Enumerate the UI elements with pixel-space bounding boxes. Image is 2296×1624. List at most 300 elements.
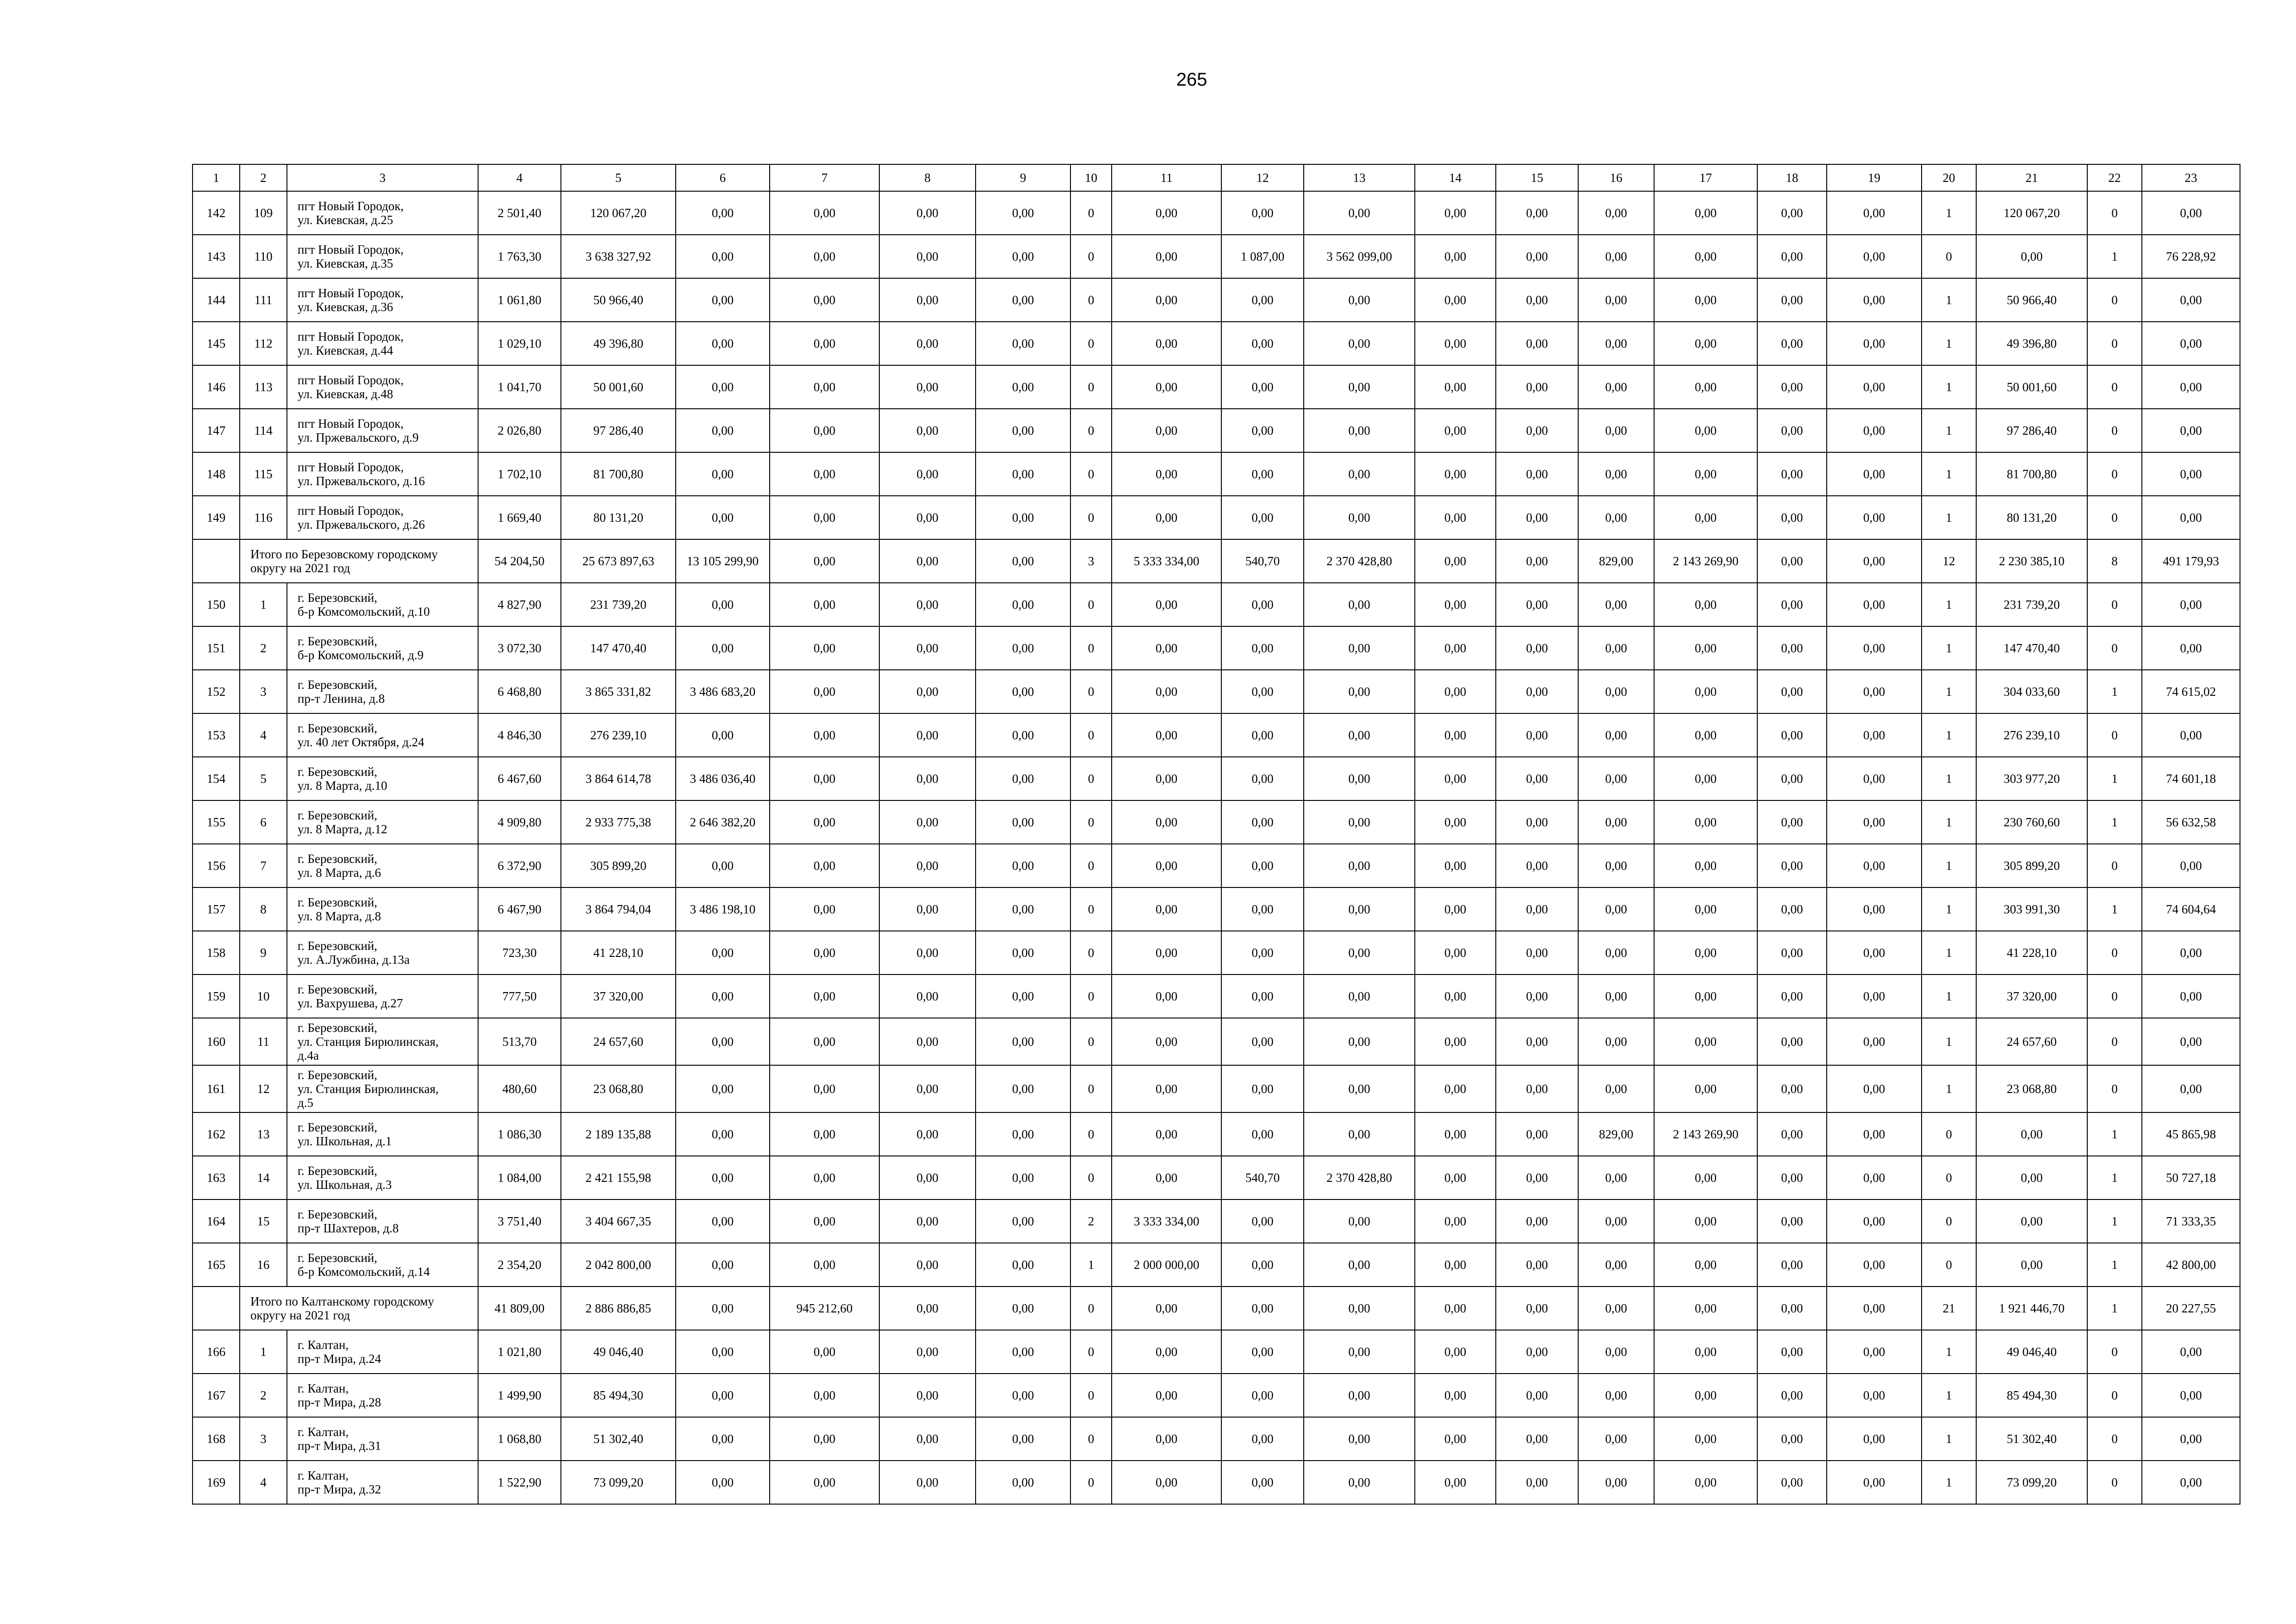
subtotal-label-line: Итого по Березовскому городскому	[250, 547, 438, 561]
address-line: г. Березовский,	[298, 634, 378, 648]
value-cell: 0,00	[1578, 1461, 1654, 1504]
value-cell: 0,00	[2142, 713, 2240, 757]
value-cell: 1	[2087, 1112, 2142, 1156]
row-number-cell: 144	[193, 278, 240, 322]
value-cell: 0,00	[770, 626, 879, 670]
address-cell	[287, 1417, 478, 1461]
value-cell: 0,00	[676, 322, 770, 365]
address-line: г. Березовский,	[298, 982, 378, 996]
value-cell: 0,00	[1112, 974, 1221, 1018]
value-cell: 0,00	[1112, 800, 1221, 844]
value-cell: 3 072,30	[478, 626, 561, 670]
value-cell: 0,00	[676, 365, 770, 409]
value-cell: 97 286,40	[1976, 409, 2087, 452]
value-cell: 6 468,80	[478, 670, 561, 713]
value-cell: 231 739,20	[1976, 583, 2087, 626]
value-cell: 0	[2087, 322, 2142, 365]
value-cell: 0,00	[1496, 322, 1578, 365]
value-cell: 0,00	[1415, 322, 1496, 365]
value-cell: 0,00	[1976, 1112, 2087, 1156]
row-number-cell: 162	[193, 1112, 240, 1156]
value-cell: 0,00	[1496, 409, 1578, 452]
value-cell: 230 760,60	[1976, 800, 2087, 844]
value-cell: 0,00	[770, 844, 879, 887]
value-cell: 1	[2087, 887, 2142, 931]
value-cell: 0,00	[770, 1199, 879, 1243]
table-row	[193, 887, 2240, 931]
value-cell: 74 601,18	[2142, 757, 2240, 800]
value-cell: 3 486 036,40	[676, 757, 770, 800]
value-cell: 0,00	[976, 670, 1070, 713]
value-cell: 0,00	[1112, 583, 1221, 626]
value-cell: 0,00	[976, 1417, 1070, 1461]
value-cell: 0,00	[770, 322, 879, 365]
value-cell: 0,00	[1654, 235, 1757, 278]
value-cell: 0,00	[1578, 1417, 1654, 1461]
value-cell: 0,00	[1496, 626, 1578, 670]
value-cell: 303 991,30	[1976, 887, 2087, 931]
value-cell: 49 396,80	[561, 322, 676, 365]
value-cell: 0	[2087, 1461, 2142, 1504]
value-cell: 0,00	[1415, 757, 1496, 800]
value-cell: 0,00	[1221, 974, 1304, 1018]
address-line: ул. А.Лужбина, д.13а	[298, 953, 410, 967]
value-cell: 0,00	[1415, 1243, 1496, 1287]
value-cell: 0,00	[1415, 409, 1496, 452]
column-header: 14	[1415, 164, 1496, 191]
value-cell: 0,00	[770, 1112, 879, 1156]
row-index-cell: 12	[240, 1065, 287, 1112]
value-cell: 0,00	[1578, 583, 1654, 626]
table-row	[193, 844, 2240, 887]
value-cell: 0,00	[1757, 583, 1827, 626]
value-cell: 0,00	[770, 583, 879, 626]
value-cell: 1 041,70	[478, 365, 561, 409]
value-cell: 0,00	[1496, 670, 1578, 713]
value-cell: 0	[1922, 1243, 1976, 1287]
row-index-cell: 113	[240, 365, 287, 409]
address-line: ул. Станция Бирюлинская,	[298, 1082, 439, 1096]
value-cell: 0,00	[1578, 670, 1654, 713]
table-row	[193, 1330, 2240, 1374]
row-index-cell: 114	[240, 409, 287, 452]
row-index-cell: 112	[240, 322, 287, 365]
value-cell: 0,00	[1654, 1287, 1757, 1330]
value-cell: 0,00	[879, 539, 976, 583]
address-line: ул. Станция Бирюлинская,	[298, 1035, 439, 1049]
value-cell: 0,00	[1304, 452, 1415, 496]
value-cell: 0,00	[1112, 496, 1221, 539]
value-cell: 0,00	[1496, 452, 1578, 496]
address-line: г. Березовский,	[298, 1021, 378, 1035]
value-cell: 0,00	[2142, 452, 2240, 496]
value-cell: 0,00	[1757, 539, 1827, 583]
value-cell: 0,00	[976, 1330, 1070, 1374]
value-cell: 0,00	[1654, 1374, 1757, 1417]
value-cell: 0,00	[676, 844, 770, 887]
value-cell: 21	[1922, 1287, 1976, 1330]
address-cell	[287, 1330, 478, 1374]
value-cell: 0,00	[1654, 1243, 1757, 1287]
value-cell: 0,00	[1654, 365, 1757, 409]
value-cell: 0,00	[1976, 1199, 2087, 1243]
value-cell: 0,00	[1112, 191, 1221, 235]
value-cell: 491 179,93	[2142, 539, 2240, 583]
value-cell: 0,00	[976, 191, 1070, 235]
value-cell: 0,00	[1415, 496, 1496, 539]
address-cell	[287, 496, 478, 539]
value-cell: 0,00	[1654, 1156, 1757, 1199]
value-cell: 0,00	[1221, 1374, 1304, 1417]
value-cell: 0,00	[1654, 800, 1757, 844]
value-cell: 0	[2087, 278, 2142, 322]
address-cell	[287, 757, 478, 800]
value-cell: 12	[1922, 539, 1976, 583]
value-cell: 0,00	[1112, 1461, 1221, 1504]
value-cell: 0,00	[1757, 1330, 1827, 1374]
value-cell: 0,00	[1304, 1018, 1415, 1065]
value-cell: 0,00	[879, 887, 976, 931]
value-cell: 0	[1070, 1417, 1112, 1461]
address-line: ул. 8 Марта, д.10	[298, 779, 387, 793]
value-cell: 1	[1922, 1330, 1976, 1374]
address-line: б-р Комсомольский, д.10	[298, 605, 430, 618]
value-cell: 2 370 428,80	[1304, 539, 1415, 583]
value-cell: 0,00	[770, 1374, 879, 1417]
row-number-cell: 159	[193, 974, 240, 1018]
row-number-cell: 155	[193, 800, 240, 844]
value-cell: 0,00	[976, 365, 1070, 409]
address-cell	[287, 1199, 478, 1243]
value-cell: 0,00	[676, 1287, 770, 1330]
value-cell: 1	[1922, 365, 1976, 409]
subtotal-label-line: Итого по Калтанскому городскому	[250, 1294, 434, 1308]
value-cell: 0,00	[1221, 1065, 1304, 1112]
value-cell: 0,00	[1757, 757, 1827, 800]
value-cell: 1 086,30	[478, 1112, 561, 1156]
value-cell: 0	[2087, 626, 2142, 670]
table-row	[193, 757, 2240, 800]
address-line: г. Березовский,	[298, 721, 378, 735]
value-cell: 480,60	[478, 1065, 561, 1112]
table-row	[193, 974, 2240, 1018]
value-cell: 0,00	[976, 1018, 1070, 1065]
address-cell	[287, 887, 478, 931]
value-cell: 0,00	[770, 670, 879, 713]
row-index-cell: 3	[240, 1417, 287, 1461]
address-line: пр-т Мира, д.32	[298, 1482, 381, 1496]
value-cell: 0,00	[1496, 365, 1578, 409]
value-cell: 0,00	[1496, 583, 1578, 626]
value-cell: 0,00	[1827, 974, 1922, 1018]
value-cell: 0,00	[770, 496, 879, 539]
value-cell: 0,00	[1304, 1199, 1415, 1243]
value-cell: 0,00	[1221, 365, 1304, 409]
value-cell: 41 809,00	[478, 1287, 561, 1330]
value-cell: 0	[1922, 235, 1976, 278]
value-cell: 41 228,10	[1976, 931, 2087, 974]
address-line: пгт Новый Городок,	[298, 373, 404, 387]
value-cell: 0,00	[1654, 887, 1757, 931]
value-cell: 0,00	[1221, 1018, 1304, 1065]
value-cell: 0,00	[1757, 409, 1827, 452]
value-cell: 231 739,20	[561, 583, 676, 626]
value-cell: 0,00	[1654, 670, 1757, 713]
value-cell: 0,00	[1112, 1417, 1221, 1461]
table-row	[193, 1417, 2240, 1461]
value-cell: 0,00	[1112, 931, 1221, 974]
value-cell: 945 212,60	[770, 1287, 879, 1330]
address-cell	[287, 409, 478, 452]
table-row	[193, 800, 2240, 844]
value-cell: 0	[1070, 1156, 1112, 1199]
row-index-cell: 109	[240, 191, 287, 235]
value-cell: 0,00	[1304, 757, 1415, 800]
value-cell: 0,00	[1496, 278, 1578, 322]
table-row	[193, 931, 2240, 974]
value-cell: 50 727,18	[2142, 1156, 2240, 1199]
value-cell: 0,00	[879, 1417, 976, 1461]
value-cell: 0,00	[1304, 1417, 1415, 1461]
value-cell: 0,00	[770, 974, 879, 1018]
address-line: г. Березовский,	[298, 591, 378, 605]
value-cell: 1	[2087, 1156, 2142, 1199]
value-cell: 0,00	[1827, 1287, 1922, 1330]
address-line: г. Калтан,	[298, 1381, 349, 1395]
subtotal-row	[193, 539, 2240, 583]
value-cell: 0,00	[1496, 757, 1578, 800]
value-cell: 513,70	[478, 1018, 561, 1065]
value-cell: 2 042 800,00	[561, 1243, 676, 1287]
value-cell: 0,00	[2142, 583, 2240, 626]
value-cell: 0,00	[2142, 1330, 2240, 1374]
value-cell: 1	[2087, 235, 2142, 278]
value-cell: 1	[2087, 1287, 2142, 1330]
value-cell: 0,00	[1654, 713, 1757, 757]
address-cell	[287, 191, 478, 235]
value-cell: 0,00	[1654, 583, 1757, 626]
subtotal-row	[193, 1287, 2240, 1330]
row-index-cell: 110	[240, 235, 287, 278]
value-cell: 1	[1922, 757, 1976, 800]
address-line: пгт Новый Городок,	[298, 243, 404, 256]
value-cell: 0,00	[1415, 1199, 1496, 1243]
value-cell: 0	[1070, 800, 1112, 844]
value-cell: 0,00	[1221, 409, 1304, 452]
value-cell: 1 702,10	[478, 452, 561, 496]
value-cell: 1 087,00	[1221, 235, 1304, 278]
value-cell: 1	[1922, 452, 1976, 496]
value-cell: 0,00	[1757, 931, 1827, 974]
address-line: ул. Пржевальского, д.9	[298, 431, 419, 444]
value-cell: 0,00	[1304, 1287, 1415, 1330]
address-line: ул. Киевская, д.25	[298, 213, 393, 227]
value-cell: 2 189 135,88	[561, 1112, 676, 1156]
address-line: г. Калтан,	[298, 1338, 349, 1352]
value-cell: 305 899,20	[1976, 844, 2087, 887]
value-cell: 1	[2087, 1199, 2142, 1243]
value-cell: 0,00	[1221, 1330, 1304, 1374]
value-cell: 0,00	[1415, 365, 1496, 409]
value-cell: 0,00	[879, 235, 976, 278]
value-cell: 0,00	[1415, 1065, 1496, 1112]
value-cell: 0,00	[1827, 452, 1922, 496]
value-cell: 0,00	[1221, 1199, 1304, 1243]
value-cell: 0,00	[1976, 235, 2087, 278]
table-row	[193, 1018, 2240, 1065]
address-cell	[287, 1374, 478, 1417]
value-cell: 1 522,90	[478, 1461, 561, 1504]
value-cell: 23 068,80	[561, 1065, 676, 1112]
value-cell: 0,00	[1654, 1330, 1757, 1374]
value-cell: 0,00	[1578, 365, 1654, 409]
row-index-cell: 116	[240, 496, 287, 539]
value-cell: 0,00	[976, 1112, 1070, 1156]
value-cell: 0,00	[770, 365, 879, 409]
value-cell: 0,00	[879, 1243, 976, 1287]
value-cell: 0,00	[879, 496, 976, 539]
value-cell: 0,00	[1415, 191, 1496, 235]
value-cell: 0,00	[1578, 322, 1654, 365]
value-cell: 13 105 299,90	[676, 539, 770, 583]
value-cell: 0,00	[2142, 974, 2240, 1018]
value-cell: 0,00	[976, 409, 1070, 452]
value-cell: 0,00	[1112, 1330, 1221, 1374]
value-cell: 0,00	[1757, 278, 1827, 322]
value-cell: 0,00	[1221, 191, 1304, 235]
column-header: 11	[1112, 164, 1221, 191]
value-cell: 0,00	[1496, 539, 1578, 583]
row-number-cell: 166	[193, 1330, 240, 1374]
value-cell: 0,00	[1654, 409, 1757, 452]
address-line: пгт Новый Городок,	[298, 417, 404, 431]
value-cell: 0,00	[1827, 626, 1922, 670]
value-cell: 0,00	[1757, 844, 1827, 887]
value-cell: 1	[1922, 626, 1976, 670]
value-cell: 0,00	[1827, 235, 1922, 278]
value-cell: 0,00	[1112, 235, 1221, 278]
value-cell: 0,00	[1221, 626, 1304, 670]
value-cell: 0,00	[879, 278, 976, 322]
value-cell: 0,00	[879, 452, 976, 496]
table-row	[193, 278, 2240, 322]
column-header: 12	[1221, 164, 1304, 191]
value-cell: 0,00	[1112, 757, 1221, 800]
value-cell: 73 099,20	[561, 1461, 676, 1504]
value-cell: 0,00	[1112, 278, 1221, 322]
value-cell: 0,00	[976, 1287, 1070, 1330]
address-cell	[287, 974, 478, 1018]
value-cell: 0,00	[1112, 1156, 1221, 1199]
column-header: 15	[1496, 164, 1578, 191]
value-cell: 0,00	[879, 1199, 976, 1243]
value-cell: 0	[1922, 1112, 1976, 1156]
row-index-cell: 14	[240, 1156, 287, 1199]
value-cell: 0,00	[1757, 322, 1827, 365]
value-cell: 0,00	[1304, 844, 1415, 887]
value-cell: 0	[1070, 1287, 1112, 1330]
subtotal-label-line: округу на 2021 год	[250, 561, 350, 575]
address-line: ул. Пржевальского, д.16	[298, 474, 425, 488]
address-line: г. Березовский,	[298, 1120, 378, 1134]
address-line: пгт Новый Городок,	[298, 460, 404, 474]
value-cell: 0,00	[1496, 235, 1578, 278]
address-line: г. Березовский,	[298, 852, 378, 866]
row-number-cell: 153	[193, 713, 240, 757]
value-cell: 0,00	[676, 1417, 770, 1461]
value-cell: 0,00	[1578, 800, 1654, 844]
value-cell: 0,00	[976, 757, 1070, 800]
address-line: ул. Школьная, д.1	[298, 1134, 392, 1148]
value-cell: 0,00	[1221, 278, 1304, 322]
address-cell	[287, 626, 478, 670]
value-cell: 0,00	[1757, 1112, 1827, 1156]
value-cell: 51 302,40	[561, 1417, 676, 1461]
column-header: 3	[287, 164, 478, 191]
value-cell: 1	[2087, 1243, 2142, 1287]
value-cell: 0,00	[1578, 626, 1654, 670]
table-row	[193, 1065, 2240, 1112]
value-cell: 0,00	[1827, 1417, 1922, 1461]
value-cell: 0,00	[1578, 278, 1654, 322]
value-cell: 0,00	[879, 1374, 976, 1417]
value-cell: 0,00	[879, 1112, 976, 1156]
value-cell: 0,00	[1496, 1417, 1578, 1461]
value-cell: 0,00	[879, 1461, 976, 1504]
value-cell: 0,00	[2142, 1461, 2240, 1504]
value-cell: 0,00	[1827, 1112, 1922, 1156]
header-row	[193, 164, 2240, 191]
value-cell: 0,00	[1112, 1112, 1221, 1156]
value-cell: 0,00	[1757, 235, 1827, 278]
row-number-cell: 168	[193, 1417, 240, 1461]
value-cell: 42 800,00	[2142, 1243, 2240, 1287]
row-number-cell: 143	[193, 235, 240, 278]
column-header: 9	[976, 164, 1070, 191]
value-cell: 0,00	[976, 1065, 1070, 1112]
value-cell: 0,00	[1221, 931, 1304, 974]
value-cell: 0,00	[1112, 670, 1221, 713]
value-cell: 0,00	[676, 278, 770, 322]
value-cell: 1 499,90	[478, 1374, 561, 1417]
address-line: д.5	[298, 1096, 313, 1110]
value-cell: 0,00	[676, 1330, 770, 1374]
value-cell: 3 562 099,00	[1304, 235, 1415, 278]
value-cell: 0,00	[879, 191, 976, 235]
table-row	[193, 322, 2240, 365]
value-cell: 0,00	[879, 1156, 976, 1199]
value-cell: 0	[2087, 713, 2142, 757]
value-cell: 0,00	[1578, 1243, 1654, 1287]
value-cell: 0,00	[1757, 974, 1827, 1018]
value-cell: 1 669,40	[478, 496, 561, 539]
value-cell: 1	[1922, 1018, 1976, 1065]
value-cell: 0,00	[770, 1461, 879, 1504]
value-cell: 0,00	[1304, 670, 1415, 713]
row-index-cell: 2	[240, 1374, 287, 1417]
value-cell: 0	[1070, 887, 1112, 931]
value-cell: 1 029,10	[478, 322, 561, 365]
value-cell: 3 751,40	[478, 1199, 561, 1243]
value-cell: 0,00	[2142, 191, 2240, 235]
value-cell: 0,00	[1496, 1243, 1578, 1287]
value-cell: 0,00	[1757, 1156, 1827, 1199]
value-cell: 0,00	[1304, 931, 1415, 974]
column-header: 13	[1304, 164, 1415, 191]
value-cell: 0	[1070, 844, 1112, 887]
value-cell: 0,00	[879, 931, 976, 974]
value-cell: 0,00	[1496, 1374, 1578, 1417]
